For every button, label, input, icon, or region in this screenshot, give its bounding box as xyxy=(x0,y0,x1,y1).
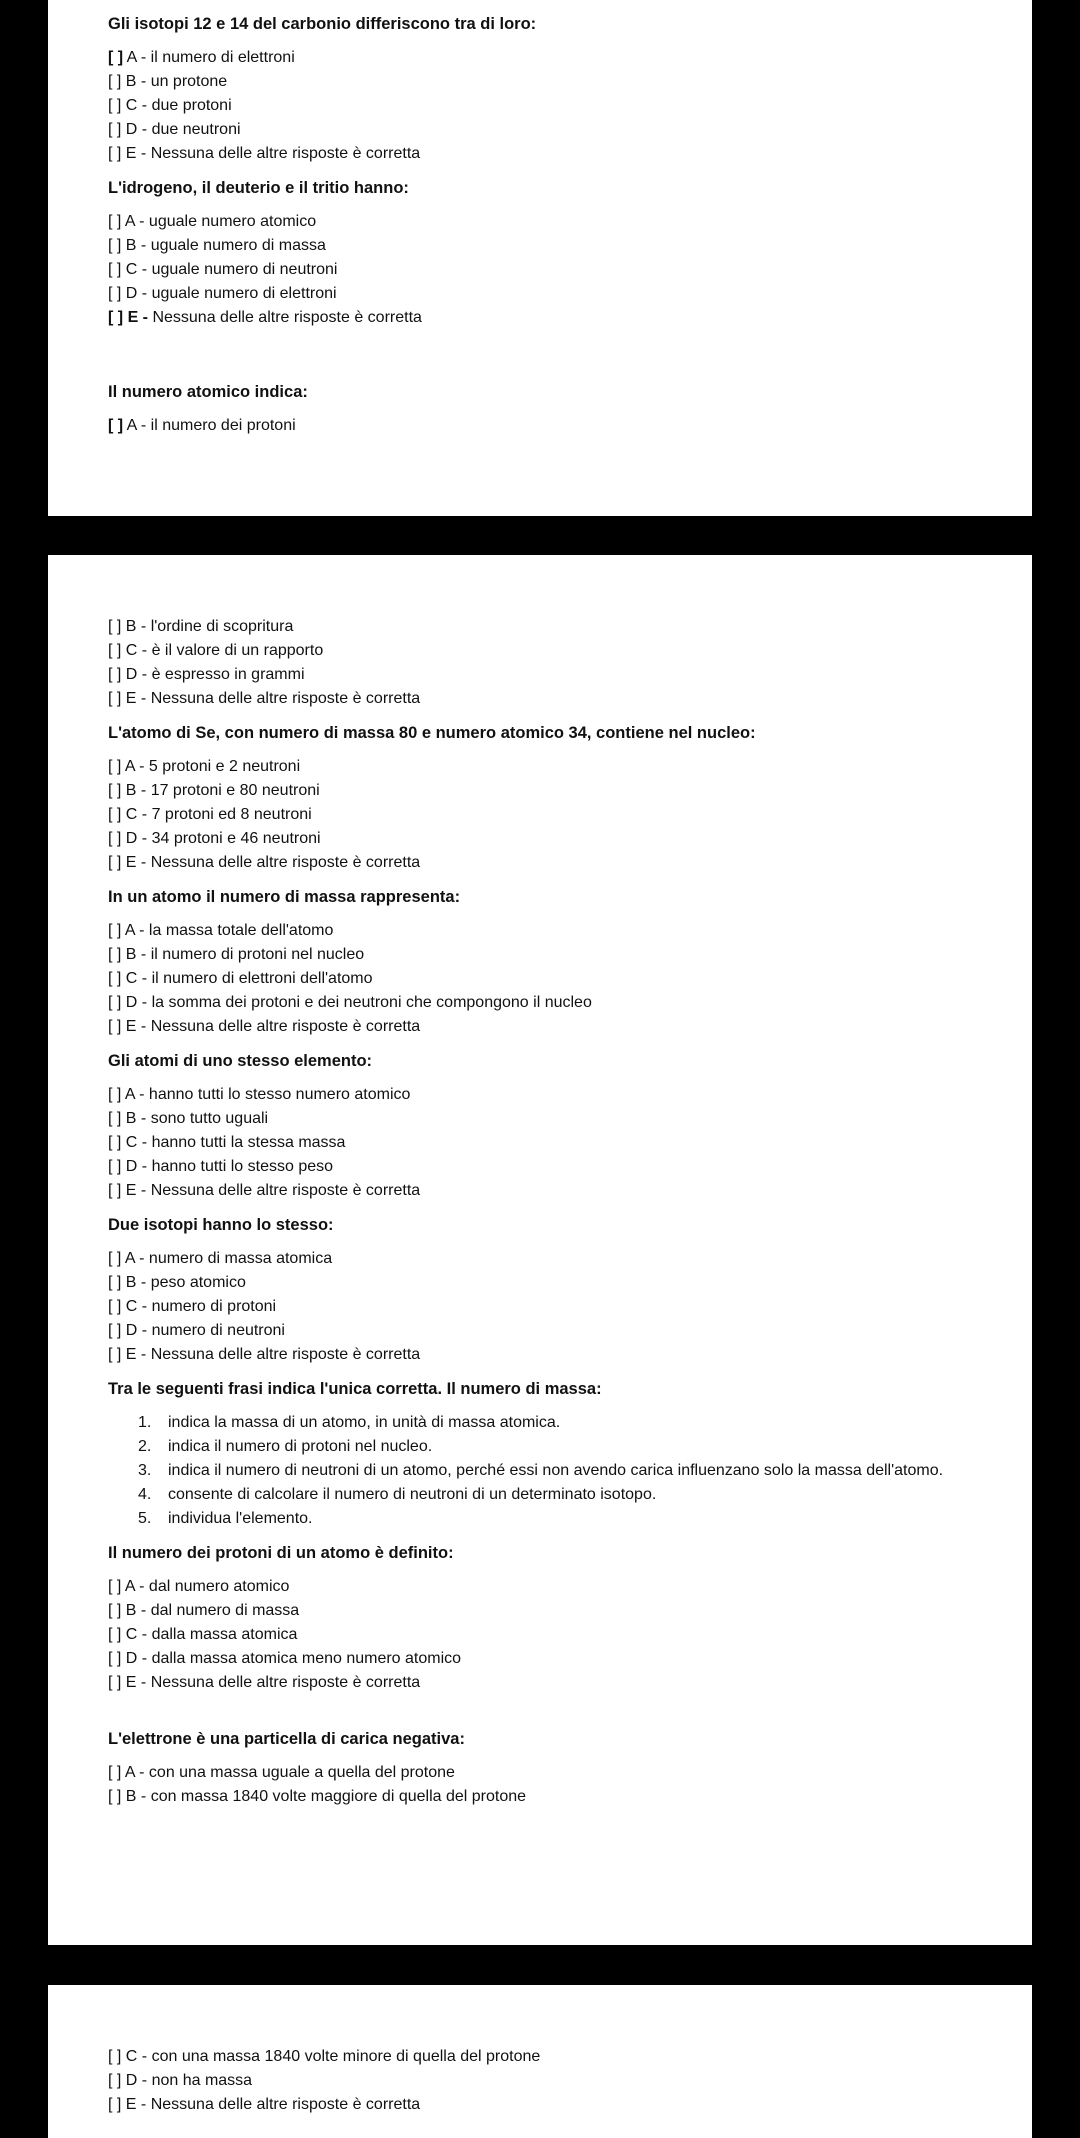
option-b: [ ] B - l'ordine di scopritura xyxy=(108,618,294,635)
list-item: 4. consente di calcolare il numero di neutroni di un determinato isotopo. xyxy=(138,1486,657,1503)
option-a: [ ] A - numero di massa atomica xyxy=(108,1250,333,1267)
question-title: Gli atomi di uno stesso elemento: xyxy=(108,1052,373,1070)
document-page-3 xyxy=(48,1985,1032,2138)
question-title: Il numero atomico indica: xyxy=(108,383,308,401)
option-c: [ ] C - il numero di elettroni dell'atomo xyxy=(108,970,373,987)
option-c: [ ] C - dalla massa atomica xyxy=(108,1626,298,1643)
question-title: Il numero dei protoni di un atomo è definito: xyxy=(108,1544,454,1562)
continued-options-list xyxy=(108,615,992,711)
option-a: [ ] A - uguale numero atomico xyxy=(108,213,317,230)
option-e: [ ] E - Nessuna delle altre risposte è corretta xyxy=(108,854,421,871)
option-b: [ ] B - dal numero di massa xyxy=(108,1602,300,1619)
list-item: 5. individua l'elemento. xyxy=(138,1510,313,1527)
option-e: [ ] E - Nessuna delle altre risposte è corretta xyxy=(108,145,421,162)
option-a: [ ] A - 5 protoni e 2 neutroni xyxy=(108,758,301,775)
option-d: [ ] D - 34 protoni e 46 neutroni xyxy=(108,830,321,847)
option-e: [ ] E - Nessuna delle altre risposte è corretta xyxy=(108,1346,421,1363)
question-block xyxy=(108,12,992,166)
option-d: [ ] D - la somma dei protoni e dei neutroni che compongono il nucleo xyxy=(108,994,592,1011)
options-list xyxy=(108,210,992,330)
option-a: [ ] A - con una massa uguale a quella del protone xyxy=(108,1764,455,1781)
option-d: [ ] D - due neutroni xyxy=(108,121,241,138)
option-b: [ ] B - il numero di protoni nel nucleo xyxy=(108,946,365,963)
option-a: [ ] A - il numero di elettroni xyxy=(108,49,295,66)
list-item: 3. indica il numero di neutroni di un atomo, perché essi non avendo carica influenzano solo la massa dell'atomo. xyxy=(138,1462,944,1479)
option-d: [ ] D - numero di neutroni xyxy=(108,1322,285,1339)
question-block xyxy=(108,1727,992,1809)
options-list xyxy=(108,755,992,875)
option-a: [ ] A - hanno tutti lo stesso numero atomico xyxy=(108,1086,411,1103)
option-d: [ ] D - uguale numero di elettroni xyxy=(108,285,337,302)
document-page-2 xyxy=(48,555,1032,1945)
options-list xyxy=(108,414,992,438)
option-c: [ ] C - uguale numero di neutroni xyxy=(108,261,338,278)
question-block xyxy=(108,1541,992,1695)
option-c: [ ] C - con una massa 1840 volte minore di quella del protone xyxy=(108,2048,541,2065)
option-e: [ ] E - Nessuna delle altre risposte è corretta xyxy=(108,1018,421,1035)
question-block xyxy=(108,176,992,330)
question-title: Gli isotopi 12 e 14 del carbonio differiscono tra di loro: xyxy=(108,15,537,33)
option-d: [ ] D - è espresso in grammi xyxy=(108,666,305,683)
option-b: [ ] B - sono tutto uguali xyxy=(108,1110,269,1127)
option-d: [ ] D - hanno tutti lo stesso peso xyxy=(108,1158,334,1175)
question-block xyxy=(108,1377,992,1531)
question-title: Tra le seguenti frasi indica l'unica corretta. Il numero di massa: xyxy=(108,1380,602,1398)
options-list xyxy=(108,46,992,166)
document-page-1 xyxy=(48,0,1032,516)
option-e: [ ] E - Nessuna delle altre risposte è corretta xyxy=(108,690,421,707)
option-c: [ ] C - 7 protoni ed 8 neutroni xyxy=(108,806,312,823)
option-c: [ ] C - numero di protoni xyxy=(108,1298,277,1315)
question-block xyxy=(108,885,992,1039)
option-c: [ ] C - hanno tutti la stessa massa xyxy=(108,1134,346,1151)
question-title: L'atomo di Se, con numero di massa 80 e numero atomico 34, contiene nel nucleo: xyxy=(108,724,756,742)
option-b: [ ] B - con massa 1840 volte maggiore di quella del protone xyxy=(108,1788,527,1805)
list-item: 2. indica il numero di protoni nel nucleo. xyxy=(138,1438,433,1455)
question-title: In un atomo il numero di massa rappresenta: xyxy=(108,888,461,906)
options-list xyxy=(108,919,992,1039)
options-list xyxy=(108,1247,992,1367)
option-a: [ ] A - il numero dei protoni xyxy=(108,417,296,434)
numbered-list xyxy=(108,1411,992,1531)
question-block xyxy=(108,1049,992,1203)
option-b: [ ] B - peso atomico xyxy=(108,1274,246,1291)
options-list xyxy=(108,1575,992,1695)
question-block xyxy=(108,721,992,875)
continued-options-list xyxy=(108,2045,992,2117)
option-d: [ ] D - non ha massa xyxy=(108,2072,253,2089)
question-title: Due isotopi hanno lo stesso: xyxy=(108,1216,334,1234)
option-e: [ ] E - Nessuna delle altre risposte è corretta xyxy=(108,1674,421,1691)
question-title: L'idrogeno, il deuterio e il tritio hanno: xyxy=(108,179,409,197)
list-item: 1. indica la massa di un atomo, in unità di massa atomica. xyxy=(138,1414,561,1431)
question-block xyxy=(108,1213,992,1367)
options-list xyxy=(108,1761,992,1809)
option-b: [ ] B - un protone xyxy=(108,73,228,90)
option-b: [ ] B - uguale numero di massa xyxy=(108,237,326,254)
question-block xyxy=(108,380,992,438)
option-d: [ ] D - dalla massa atomica meno numero atomico xyxy=(108,1650,462,1667)
option-a: [ ] A - dal numero atomico xyxy=(108,1578,290,1595)
question-title: L'elettrone è una particella di carica negativa: xyxy=(108,1730,465,1748)
option-a: [ ] A - la massa totale dell'atomo xyxy=(108,922,334,939)
option-e: [ ] E - Nessuna delle altre risposte è corretta xyxy=(108,1182,421,1199)
option-e: [ ] E - Nessuna delle altre risposte è corretta xyxy=(108,309,422,326)
option-b: [ ] B - 17 protoni e 80 neutroni xyxy=(108,782,320,799)
options-list xyxy=(108,1083,992,1203)
option-e: [ ] E - Nessuna delle altre risposte è corretta xyxy=(108,2096,421,2113)
option-c: [ ] C - due protoni xyxy=(108,97,232,114)
option-c: [ ] C - è il valore di un rapporto xyxy=(108,642,324,659)
